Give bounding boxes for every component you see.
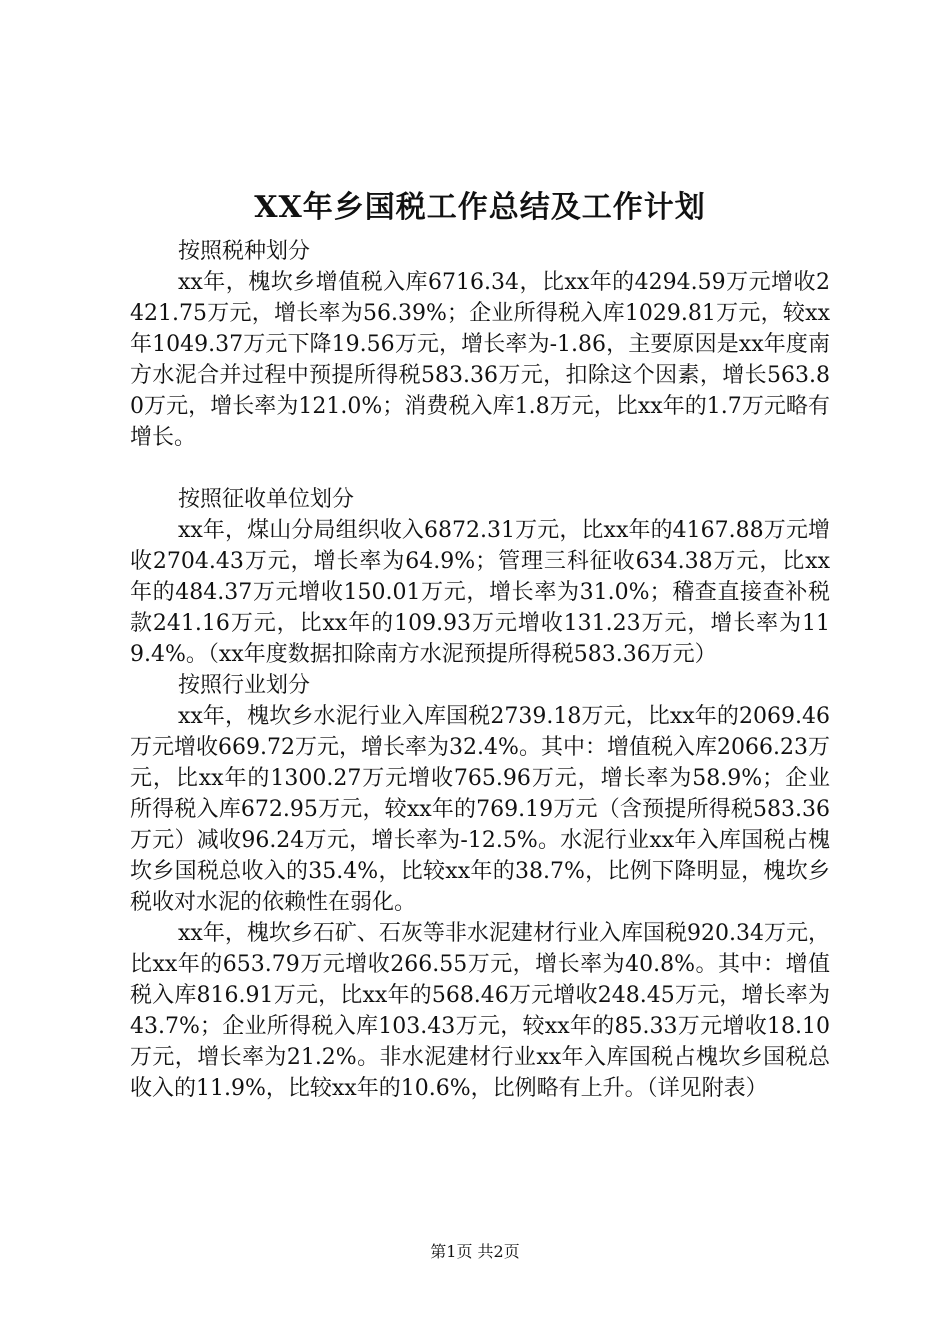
paragraph-non-cement-industry: xx年，槐坎乡石矿、石灰等非水泥建材行业入库国税920.34万元，比xx年的653.79万元增收266.55万元，增长率为40.8%。其中：增值税入库816.91万元，比xx年的568.46万元增收248.45万元，增长率为43.7%；企业所得税入库103.43万元，较xx年的85.33万元增收18.10万元，增长率为21.2%。非水泥建材行业xx年入库国税占槐坎乡国税总收入的11.9%，比较xx年的10.6%，比例略有上升。（详见附表）: [130, 921, 830, 1101]
paragraph-collection-unit: xx年，煤山分局组织收入6872.31万元，比xx年的4167.88万元增收2704.43万元，增长率为64.9%；管理三科征收634.38万元，比xx年的484.37万元增收150.01万元，增长率为31.0%；稽查直接查补税款241.16万元，比xx年的109.93万元增收131.23万元，增长率为119.4%。（xx年度数据扣除南方水泥预提所得税583.36万元）: [130, 518, 830, 667]
section-heading-industry: 按照行业划分: [178, 673, 311, 698]
section-industry: [130, 670, 830, 1104]
section-collection-unit: [130, 484, 830, 670]
page-footer: 第1页 共2页: [430, 1242, 520, 1261]
section-tax-type: [130, 236, 830, 453]
section-heading-tax-type: 按照税种划分: [178, 239, 311, 264]
section-heading-collection-unit: 按照征收单位划分: [178, 487, 355, 512]
paragraph-tax-type: xx年，槐坎乡增值税入库6716.34，比xx年的4294.59万元增收2421.75万元，增长率为56.39%；企业所得税入库1029.81万元，较xx年1049.37万元下降19.56万元，增长率为-1.86，主要原因是xx年度南方水泥合并过程中预提所得税583.36万元，扣除这个因素，增长563.80万元，增长率为121.0%；消费税入库1.8万元，比xx年的1.7万元略有增长。: [130, 270, 830, 450]
document-page: [130, 180, 830, 1104]
paragraph-cement-industry: xx年，槐坎乡水泥行业入库国税2739.18万元，比xx年的2069.46万元增收669.72万元，增长率为32.4%。其中：增值税入库2066.23万元，比xx年的1300.27万元增收765.96万元，增长率为58.9%；企业所得税入库672.95万元，较xx年的769.19万元（含预提所得税583.36万元）减收96.24万元，增长率为-12.5%。水泥行业xx年入库国税占槐坎乡国税总收入的35.4%，比较xx年的38.7%，比例下降明显，槐坎乡税收对水泥的依赖性在弱化。: [130, 704, 830, 915]
document-title: XX年乡国税工作总结及工作计划: [254, 190, 706, 225]
blank-line: [130, 453, 830, 484]
